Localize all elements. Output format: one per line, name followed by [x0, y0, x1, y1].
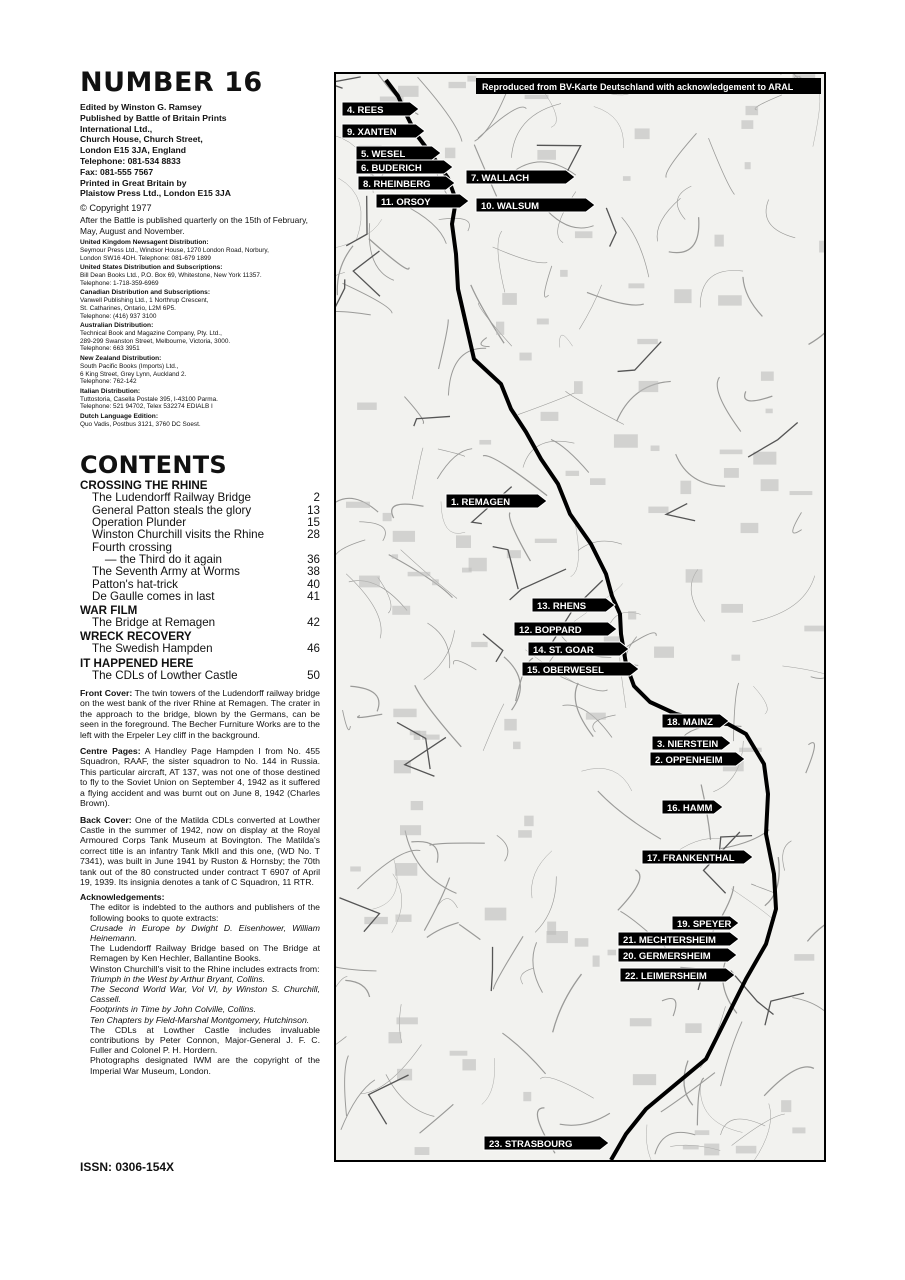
- map-town: [525, 95, 549, 99]
- map-town: [502, 293, 517, 305]
- entry-page: 2: [313, 491, 320, 505]
- map-town: [462, 1059, 476, 1070]
- ack-line: Footprints in Time by John Colville, Collins.: [90, 1004, 257, 1015]
- contents-section: [80, 630, 320, 655]
- ack-line: Photographs designated IWM are the copyright of the Imperial War Museum, London.: [90, 1055, 320, 1076]
- map-town: [456, 535, 471, 548]
- map-town: [680, 481, 691, 494]
- crossing-label: 21. MECHTERSHEIM: [623, 935, 716, 946]
- map-town: [496, 322, 504, 335]
- map-town: [732, 655, 741, 661]
- map-town: [718, 295, 742, 305]
- contents-entry: [80, 591, 320, 603]
- crossing-label: 14. ST. GOAR: [533, 645, 594, 656]
- map-town: [654, 647, 674, 658]
- distribution-line: Telephone: 762-142: [80, 378, 137, 386]
- section-heading: CROSSING THE RHINE: [80, 479, 208, 493]
- ack-line: The editor is indebted to the authors and publishers of the following books to quote extracts:: [90, 902, 320, 923]
- table-of-contents: [80, 479, 320, 682]
- map-town: [781, 1100, 791, 1112]
- distribution-heading: Italian Distribution:: [80, 387, 141, 395]
- distribution-list: [80, 239, 320, 429]
- map-town: [633, 1074, 656, 1085]
- map-town: [586, 713, 606, 720]
- entry-title: Fourth crossing: [92, 540, 172, 554]
- contents-entry: [80, 529, 320, 541]
- map-town: [537, 319, 549, 325]
- cover-text: One of the Matilda CDLs converted at Lowther Castle in the summer of 1942, now on display at the Royal Armoured Corps Tank Museum at Bovington. The Matilda's correct title is an infantry Tank MkII and this one, (WD No. T 7341), was built in June 1941 by Ruston & Hornsby; the 70th tank out of the 80 constructed under contract T 6907 of April 19, 1939. Its insignia denotes a tank of C Squadron, 11 RTR.: [80, 814, 321, 887]
- contents-entry: [80, 579, 320, 591]
- distribution-entry: [80, 239, 320, 262]
- crossing-label: 15. OBERWESEL: [527, 665, 604, 676]
- entry-title: Winston Churchill visits the Rhine: [92, 528, 265, 542]
- contents-section: [80, 657, 320, 682]
- entry-page: 42: [307, 616, 320, 630]
- publisher-line: Plaistow Press Ltd., London E15 3JA: [80, 188, 231, 199]
- map-town: [628, 283, 644, 288]
- crossing-label: 18. MAINZ: [667, 717, 713, 728]
- map-town: [651, 446, 660, 452]
- entry-page: 46: [307, 642, 320, 656]
- map-town: [432, 579, 439, 585]
- distribution-heading: United States Distribution and Subscriptions:: [80, 264, 223, 272]
- map-town: [819, 241, 824, 253]
- cover-label: Front Cover:: [80, 688, 133, 699]
- entry-page: 36: [307, 552, 320, 566]
- map-town: [745, 162, 751, 169]
- map-town: [593, 956, 600, 967]
- map-town: [398, 86, 419, 97]
- map-town: [469, 558, 487, 572]
- distribution-line: Quo Vadis, Postbus 3121, 3760 DC Soest.: [80, 420, 201, 428]
- map-town: [547, 922, 556, 935]
- crossing-label: 20. GERMERSHEIM: [623, 951, 711, 962]
- crossing-label: 5. WESEL: [361, 149, 406, 160]
- map-town: [753, 452, 776, 465]
- distribution-entry: [80, 264, 320, 287]
- map-town: [513, 742, 521, 750]
- map-town: [792, 1127, 805, 1133]
- ack-line: Ten Chapters by Field-Marshal Montgomery, Hutchinson.: [90, 1014, 310, 1025]
- entry-page: 13: [307, 503, 320, 517]
- distribution-entry: [80, 322, 320, 353]
- ack-line: The Ludendorff Railway Bridge based on The Bridge at Remagen by Ken Hechler, Ballantine Books.: [90, 943, 320, 964]
- map-town: [346, 502, 370, 508]
- crossing-label: 17. FRANKENTHAL: [647, 853, 735, 864]
- distribution-line: Telephone: 1-718-359-6969: [80, 279, 159, 287]
- map-town: [560, 270, 568, 277]
- entry-title: The Ludendorff Railway Bridge: [92, 491, 251, 505]
- contents-entry: [80, 670, 320, 682]
- map-town: [537, 150, 556, 160]
- map-town: [804, 626, 824, 632]
- distribution-line: Telephone: 663 3951: [80, 345, 140, 353]
- map-town: [504, 719, 516, 731]
- section-heading: WRECK RECOVERY: [80, 630, 192, 644]
- entry-page: 50: [307, 668, 320, 682]
- map-town: [608, 950, 617, 956]
- contents-entry: [80, 617, 320, 629]
- contents-title: CONTENTS: [80, 451, 228, 480]
- map-town: [741, 120, 753, 129]
- map-town: [685, 1023, 701, 1033]
- map-town: [467, 76, 476, 82]
- distribution-line: Telephone: 521 94702, Telex 532274 EDIALB I: [80, 403, 213, 411]
- map-town: [761, 372, 774, 381]
- contents-entry: [80, 492, 320, 504]
- map-town: [566, 471, 580, 476]
- map-town: [392, 554, 398, 558]
- map-town: [541, 412, 559, 421]
- acknowledgements-heading: Acknowledgements:: [80, 892, 165, 903]
- distribution-line: London SW16 4DH. Telephone: 081-679 1899: [80, 254, 211, 262]
- distribution-line: St. Catharines, Ontario, L2M 6P5.: [80, 304, 176, 312]
- entry-title: The Seventh Army at Worms: [92, 565, 240, 579]
- cover-label: Back Cover:: [80, 814, 132, 825]
- map-town: [761, 479, 779, 491]
- contents-entry: [80, 643, 320, 655]
- crossing-label: 19. SPEYER: [677, 919, 732, 930]
- map-town: [623, 176, 631, 181]
- entry-title: Operation Plunder: [92, 516, 187, 530]
- map-town: [524, 816, 533, 827]
- distribution-entry: [80, 388, 320, 411]
- distribution-line: Vanwell Publishing Ltd., 1 Northrup Crescent,: [80, 297, 209, 305]
- crossing-label: 11. ORSOY: [381, 197, 431, 208]
- entry-title: The Bridge at Remagen: [92, 616, 216, 630]
- distribution-line: 6 King Street, Grey Lynn, Auckland 2.: [80, 370, 187, 378]
- crossing-label: 10. WALSUM: [481, 201, 540, 212]
- entry-title: Patton's hat-trick: [92, 577, 178, 591]
- map-town: [393, 709, 416, 718]
- map-town: [686, 569, 703, 582]
- publication-schedule: After the Battle is published quarterly on the 15th of February, May, August and November.: [80, 215, 308, 236]
- crossing-label: 7. WALLACH: [471, 173, 530, 184]
- map-town: [790, 491, 813, 495]
- map-town: [635, 128, 650, 139]
- cover-note: [80, 746, 320, 808]
- masthead: NUMBER 16: [80, 67, 263, 98]
- entry-page: 15: [307, 516, 320, 530]
- map-town: [574, 381, 583, 394]
- distribution-line: Tuttostoria, Casella Postale 395, I-43100 Parma.: [80, 395, 218, 403]
- map-town: [479, 440, 491, 445]
- map-town: [741, 523, 759, 533]
- publisher-line: Edited by Winston G. Ramsey: [80, 102, 202, 112]
- map-town: [695, 1130, 710, 1135]
- section-heading: IT HAPPENED HERE: [80, 656, 194, 670]
- cover-text: The twin towers of the Ludendorff railway bridge on the west bank of the river Rhine at Remagen. The crater in the approach to the bridge, blown by the Germans, can be seen in the foreground. The Becher Furniture Works are to the left with the Erpeler Ley cliff in the background.: [80, 688, 321, 740]
- publisher-line: Printed in Great Britain by: [80, 177, 187, 188]
- crossing-label: 13. RHENS: [537, 601, 587, 612]
- distribution-heading: United Kingdom Newsagent Distribution:: [80, 238, 209, 246]
- map-town: [704, 1144, 719, 1156]
- map-town: [575, 231, 593, 238]
- map-town: [450, 1051, 468, 1056]
- entry-page: 28: [307, 528, 320, 542]
- publisher-line: International Ltd.,: [80, 123, 153, 134]
- map-canvas: [336, 74, 824, 1160]
- ack-line: Triumph in the West by Arthur Bryant, Collins.: [90, 973, 266, 984]
- publisher-line: Published by Battle of Britain Prints: [80, 112, 227, 123]
- editorial-column: [80, 68, 320, 1076]
- map-town: [449, 82, 466, 88]
- map-town: [674, 289, 691, 303]
- crossing-label: 8. RHEINBERG: [363, 179, 431, 190]
- map-town: [724, 468, 739, 478]
- cover-text: A Handley Page Hampden I from No. 455 Squadron, RAAF, the sister squadron to No. 144 in Russia. This particular aircraft, AT 137, was not one of those destined to fly to the Soviet Union on September 4, 1942 as it suffered a flying accident and was burnt out on June 8, 1942 (Charles Brown).: [80, 746, 320, 809]
- map-town: [395, 914, 411, 921]
- map-town: [535, 539, 557, 543]
- map-town: [395, 863, 417, 876]
- crossing-label: 9. XANTEN: [347, 127, 397, 138]
- contents-entry: [80, 566, 320, 578]
- contents-section: [80, 604, 320, 629]
- map-town: [794, 954, 814, 961]
- distribution-entry: [80, 289, 320, 320]
- crossing-label: 23. STRASBOURG: [489, 1139, 573, 1150]
- map-town: [736, 1146, 757, 1154]
- map-town: [683, 1145, 699, 1149]
- crossing-label: 3. NIERSTEIN: [657, 739, 719, 750]
- crossing-label: 2. OPPENHEIM: [655, 755, 723, 766]
- distribution-heading: Dutch Language Edition:: [80, 412, 159, 420]
- distribution-heading: New Zealand Distribution:: [80, 354, 162, 362]
- map-town: [648, 507, 668, 514]
- entry-title: General Patton steals the glory: [92, 503, 252, 517]
- map-town: [590, 478, 606, 485]
- map-town: [766, 409, 773, 414]
- entry-page: 40: [307, 577, 320, 591]
- map-town: [392, 606, 410, 615]
- map-town: [415, 1147, 430, 1155]
- map-town: [471, 642, 487, 647]
- map-town: [519, 353, 531, 361]
- map-town: [575, 938, 589, 947]
- map-town: [393, 531, 415, 542]
- ack-line: The CDLs at Lowther Castle includes invaluable contributions by Peter Connon, Major-General J. F. C. Fuller and Colonel P. H. Hordern.: [90, 1024, 320, 1056]
- cover-label: Centre Pages:: [80, 746, 141, 757]
- publisher-line: Fax: 081-555 7567: [80, 166, 154, 177]
- ack-line: Winston Churchill's visit to the Rhine includes extracts from:: [90, 963, 320, 974]
- publisher-line: Church House, Church Street,: [80, 134, 203, 145]
- map-town: [408, 572, 431, 577]
- distribution-line: Bill Dean Books Ltd., P.O. Box 69, Whitestone, New York 11357.: [80, 272, 262, 280]
- map-credit: Reproduced from BV-Karte Deutschland with acknowledgement to ARAL: [482, 82, 794, 92]
- map-town: [359, 576, 380, 588]
- entry-title: The Swedish Hampden: [92, 642, 213, 656]
- distribution-entry: [80, 413, 320, 429]
- map-town: [411, 801, 423, 810]
- distribution-line: Telephone: (416) 937 3100: [80, 312, 157, 320]
- distribution-line: Seymour Press Ltd., Windsor House, 1270 London Road, Norbury,: [80, 246, 269, 254]
- publisher-line: Telephone: 081-534 8833: [80, 155, 181, 166]
- section-heading: WAR FILM: [80, 604, 138, 618]
- contents-section: [80, 479, 320, 603]
- ack-line: Crusade in Europe by Dwight D. Eisenhower, William Heinemann.: [90, 922, 320, 943]
- crossing-label: 1. REMAGEN: [451, 497, 511, 508]
- map-town: [357, 403, 377, 410]
- map-town: [397, 1069, 412, 1081]
- entry-page: 41: [307, 589, 320, 603]
- entry-title: — the Third do it again: [92, 552, 222, 566]
- crossing-label: 22. LEIMERSHEIM: [625, 971, 707, 982]
- distribution-line: 289-299 Swanston Street, Melbourne, Victoria, 3000.: [80, 337, 231, 345]
- acknowledgements: [80, 902, 320, 1075]
- map-town: [745, 106, 758, 115]
- copyright: © Copyright 1977: [80, 203, 152, 214]
- map-town: [614, 434, 638, 447]
- crossing-label: 12. BOPPARD: [519, 625, 582, 636]
- map-town: [523, 1092, 531, 1101]
- crossing-label: 6. BUDERICH: [361, 163, 422, 174]
- publisher-block: [80, 102, 320, 199]
- ack-line: The Second World War, Vol VI, by Winston S. Churchill, Cassell.: [90, 983, 320, 1005]
- map-town: [630, 1018, 652, 1026]
- distribution-heading: Australian Distribution:: [80, 322, 154, 330]
- entry-title: De Gaulle comes in last: [92, 589, 215, 603]
- map-town: [445, 148, 455, 159]
- map-town: [396, 1017, 417, 1024]
- map-town: [628, 611, 636, 619]
- map-town: [518, 830, 532, 838]
- map-town: [714, 235, 723, 247]
- distribution-entry: [80, 355, 320, 386]
- crossing-label: 4. REES: [347, 105, 384, 116]
- distribution-line: South Pacific Books (Imports) Ltd.,: [80, 362, 179, 370]
- publisher-line: London E15 3JA, England: [80, 145, 186, 156]
- issn: ISSN: 0306-154X: [80, 1160, 175, 1174]
- map-town: [637, 339, 658, 344]
- map-town: [639, 381, 659, 392]
- rhine-crossings-map: [334, 72, 826, 1162]
- crossing-label: 16. HAMM: [667, 803, 713, 814]
- cover-notes: [80, 688, 320, 887]
- map-town: [389, 1032, 402, 1043]
- map-town: [350, 866, 361, 871]
- map-town: [485, 908, 507, 921]
- cover-note: [80, 688, 320, 740]
- cover-note: [80, 815, 320, 888]
- distribution-line: Technical Book and Magazine Company, Pty. Ltd.,: [80, 330, 222, 338]
- entry-page: 38: [307, 565, 320, 579]
- map-town: [383, 513, 392, 521]
- map-town: [400, 825, 421, 835]
- entry-title: The CDLs of Lowther Castle: [92, 668, 238, 682]
- map-town: [721, 604, 743, 613]
- map-town: [720, 450, 743, 455]
- distribution-heading: Canadian Distribution and Subscriptions:: [80, 289, 211, 297]
